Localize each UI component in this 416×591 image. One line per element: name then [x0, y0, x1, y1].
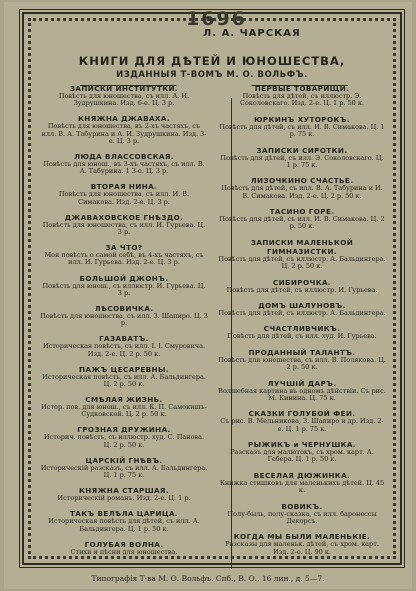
- book-description: Волшебная картина въ одномъ дѣйствіи. Съ рис. М. Кинина. Ц. 75 к.: [218, 386, 386, 402]
- book-title: ЛѢСОВИЧКА.: [94, 303, 154, 313]
- book-title: ЗАПИСКИ СИРОТКИ.: [256, 145, 348, 155]
- book-title: ЛИЗОЧКИНО СЧАСТЬЕ.: [250, 176, 354, 186]
- book-entry: [218, 84, 386, 108]
- book-description: Моя повѣсть о самой себѣ, въ 4-хъ частяхъ, съ илл. И. Гурьева. Изд. 2-е. Ц. 3 р.: [44, 251, 204, 267]
- book-title: ПАЖЪ ЦЕСАРЕВНЫ.: [79, 364, 169, 374]
- publisher-line: ИЗДАННЫЯ Т-ВОМЪ М. О. ВОЛЬФЪ.: [116, 70, 308, 80]
- book-entry: [218, 146, 386, 170]
- book-entry: [40, 182, 208, 206]
- book-description: Повѣсть для дѣтей, съ илл. худ. И. Гурьева.: [227, 332, 377, 341]
- book-description: Повѣсть для юношества, съ илл. З. Шапиро. Ц. 3 р.: [40, 311, 208, 328]
- book-title: КНЯЖНА СТАРШАЯ.: [78, 486, 170, 496]
- book-description: Полу-быль, полу-сказка, съ илл. баронессы Декорсъ.: [227, 509, 377, 525]
- book-title: ПЕРВЫЕ ТОВАРИЩИ.: [254, 84, 350, 93]
- book-description: Повѣсть для юношества, съ илл. И. В. Симакова. Изд. 2-е. Ц. 3 р.: [58, 190, 190, 206]
- book-description: Повѣсть для дѣтей, съ илл. И. В. Симакова. Ц. 1 р. 75 к.: [219, 122, 385, 139]
- book-title: ЗАПИСКИ МАЛЕНЬКОЙ ГИМНАЗИСТКИ.: [250, 237, 354, 256]
- book-description: Повѣсть для юнош., въ 3-хъ частяхъ, съ илл. В. А. Табурина. 1 З-е. Ц. 3 р.: [43, 160, 205, 176]
- book-entry: [218, 301, 386, 317]
- book-description: Повѣсть для юношества, съ илл. И. Гурьева. Ц. 3 р.: [42, 220, 206, 237]
- book-title: КОГДА МЫ БЫЛИ МАЛЕНЬКІЕ.: [233, 532, 371, 542]
- book-title: ТАСИНО ГОРЕ.: [269, 207, 335, 216]
- book-entry: [218, 471, 386, 495]
- book-description: Повѣсть для дѣтей, съ иллюстр. И. Гурьева.: [226, 285, 378, 294]
- book-title: КНЯЖНА ДЖАВАХА.: [78, 114, 170, 124]
- book-description: Историческій романъ. Изд. 2-е. Ц. 1 р.: [57, 494, 191, 503]
- book-title: ГОЛУБАЯ ВОЛНА.: [84, 539, 164, 549]
- book-entry: [218, 409, 386, 433]
- book-description: Повѣсть для юношества, въ 2-хъ частяхъ, съ илл. В. А. Табурина и А. И. Зудрушкина. Изд. 3-е. Ц. 3 р.: [41, 122, 207, 145]
- book-description: Повѣсть для юнош., съ иллюстр. И. Гурьева. Ц. 3 р.: [42, 281, 206, 297]
- book-entry: [218, 532, 386, 556]
- book-title: БОЛЬШОЙ ДЖОНЪ.: [79, 273, 169, 283]
- book-description: Съ рис. В. Мельникова, З. Шапиро и др. Изд. 2-е. Ц. 1 р. 75 к.: [220, 417, 384, 433]
- book-entry: [40, 509, 208, 533]
- book-entry: [218, 115, 386, 139]
- book-cover-page: [4, 2, 412, 589]
- author-name: Л. А. ЧАРСКАЯ: [203, 28, 301, 39]
- book-entry: [40, 456, 208, 480]
- book-entry: [40, 304, 208, 328]
- book-entry: [218, 440, 386, 464]
- printer-imprint: Типографія Т-ва М. О. Вольфъ. Спб., В. О., 16 лин., д. 5—7.: [91, 574, 325, 583]
- book-description: Историч. повѣсть, съ иллюстр. худ. С. Панова. Ц. 2 р. 50 к.: [43, 433, 205, 449]
- book-title: ЗА ЧТО?: [105, 243, 143, 253]
- handwritten-number: 1696: [186, 8, 247, 30]
- book-entry: [40, 486, 208, 502]
- book-entry: [40, 114, 208, 145]
- book-description: Стихи и пѣсни для юношества.: [70, 547, 178, 556]
- book-description: Повѣсть для дѣтей, съ илл. В. А. Табурина и И. В. Симакова. Изд. 2-е. Ц. 2 р. 50 к.: [221, 184, 383, 200]
- catalog-title: КНИГИ ДЛЯ ДѢТЕЙ И ЮНОШЕСТВА,: [78, 54, 346, 68]
- book-entry: [40, 425, 208, 449]
- book-entry: [40, 540, 208, 556]
- book-title: ВОВИКЪ.: [281, 501, 323, 511]
- book-title: ТАКЪ ВЕЛѢЛА ЦАРИЦА.: [69, 509, 179, 519]
- book-title: СЧАСТЛИВЧИКЪ.: [263, 324, 341, 334]
- book-description: Историческая повѣсть, съ илл. А. Бальдингера. Ц. 2 р. 50 к.: [42, 372, 206, 388]
- book-entry: [40, 395, 208, 419]
- book-entry: [218, 238, 386, 271]
- book-description: Повѣсть для дѣтей, съ илл. Э. Соколовскаго. Ц. 1 р. 75 к.: [220, 153, 384, 169]
- book-title: ВЕСЕЛАЯ ДЮЖИНКА.: [253, 470, 351, 480]
- book-entry: [40, 152, 208, 176]
- book-description: Повѣсть для юношества, съ илл. А. И. Зудрушкина. Изд. 6-е. Ц. 3 р.: [58, 92, 190, 108]
- book-title: СИБИРОЧКА.: [272, 277, 332, 287]
- book-title: ДЖАВАХОВСКОЕ ГНѢЗДО.: [64, 212, 184, 222]
- book-title: ЛЮДА ВЛАССОВСКАЯ.: [74, 152, 174, 162]
- book-description: Истор. пов. для юнош., съ илл. К. П. Самокишъ-Судковской. Ц. 2 р. 50 к.: [41, 403, 207, 419]
- book-title: СМѢЛАЯ ЖИЗНЬ.: [85, 395, 163, 405]
- book-entry: [40, 243, 208, 267]
- book-description: Повѣсть для дѣтей, съ иллюстр. А. Бальдингера.: [218, 308, 386, 317]
- book-description: Разсказъ для малютокъ, съ хром. карт. А. Гебера. Ц. 1 р. 50 к.: [230, 448, 374, 464]
- book-entry: [218, 379, 386, 403]
- book-title: ГАЗАВАТЪ.: [99, 334, 149, 344]
- book-entry: [218, 324, 386, 340]
- book-entry: [218, 348, 386, 372]
- book-description: Повѣсть для дѣтей, съ иллюстр. Э. Соколовскаго. Изд. 2-е. Ц. 1 р. 50 к.: [239, 92, 364, 108]
- book-description: Разсказы для маленьк. дѣтей, съ хром. карт. Изд. 2-е. Ц. 90 к.: [225, 540, 379, 556]
- book-entry: [40, 213, 208, 237]
- book-title: ВТОРАЯ НИНА.: [90, 182, 158, 192]
- left-book-list: [40, 84, 208, 556]
- book-title: ДОМЪ ШАЛУНОВЪ.: [258, 300, 346, 310]
- book-entry: [40, 334, 208, 358]
- book-entry: [40, 84, 208, 108]
- book-entry: [218, 502, 386, 526]
- book-entry: [218, 278, 386, 294]
- book-description: Историческая повѣсть для дѣтей, съ илл. А. Бальдингера. Ц. 1 р. 50 к.: [48, 517, 200, 533]
- book-title: ЮРКИНЪ ХУТОРОКЪ.: [253, 114, 351, 124]
- book-title: ЗАПИСКИ ИНСТИТУТКИ.: [69, 84, 179, 93]
- book-title: СКАЗКИ ГОЛУБОЙ ФЕИ.: [248, 409, 356, 419]
- book-entry: [218, 176, 386, 200]
- book-title: ЛУЧШІЙ ДАРЪ.: [267, 378, 337, 388]
- book-entry: [218, 207, 386, 231]
- book-description: Книжка стишковъ для маленькихъ дѣтей. Ц. 45 к.: [219, 478, 385, 495]
- book-title: РЫЖИКЪ и ЧЕРНУШКА.: [248, 440, 356, 450]
- book-title: ПРОДАННЫЙ ТАЛАНТЪ.: [248, 347, 356, 357]
- book-description: Повѣсть для юношества, съ илл. В. Полякова. Ц. 2 р. 50 к.: [218, 355, 386, 372]
- right-book-list: [218, 84, 386, 556]
- book-description: Историческая повѣсть, съ илл. І. І. Смуровича. Изд. 2-е. Ц. 2 р. 50 к.: [42, 342, 206, 358]
- book-entry: [40, 274, 208, 298]
- book-description: Повѣсть для дѣтей, съ илл. И. В. Симакова. Ц. 2 р. 50 к.: [219, 215, 385, 231]
- book-title: ЦАРСКІЙ ГНѢВЪ.: [85, 455, 163, 465]
- book-entry: [40, 365, 208, 389]
- book-description: Историческій разсказъ, съ илл. А. Бальдингера. Ц. 1 р. 75 к.: [40, 463, 208, 480]
- book-title: ГРОЗНАЯ ДРУЖИНА.: [77, 425, 171, 435]
- book-description: Повѣсть для дѣтей, съ иллюстр. А. Бальдингера. Ц. 2 р. 50 к.: [218, 254, 386, 271]
